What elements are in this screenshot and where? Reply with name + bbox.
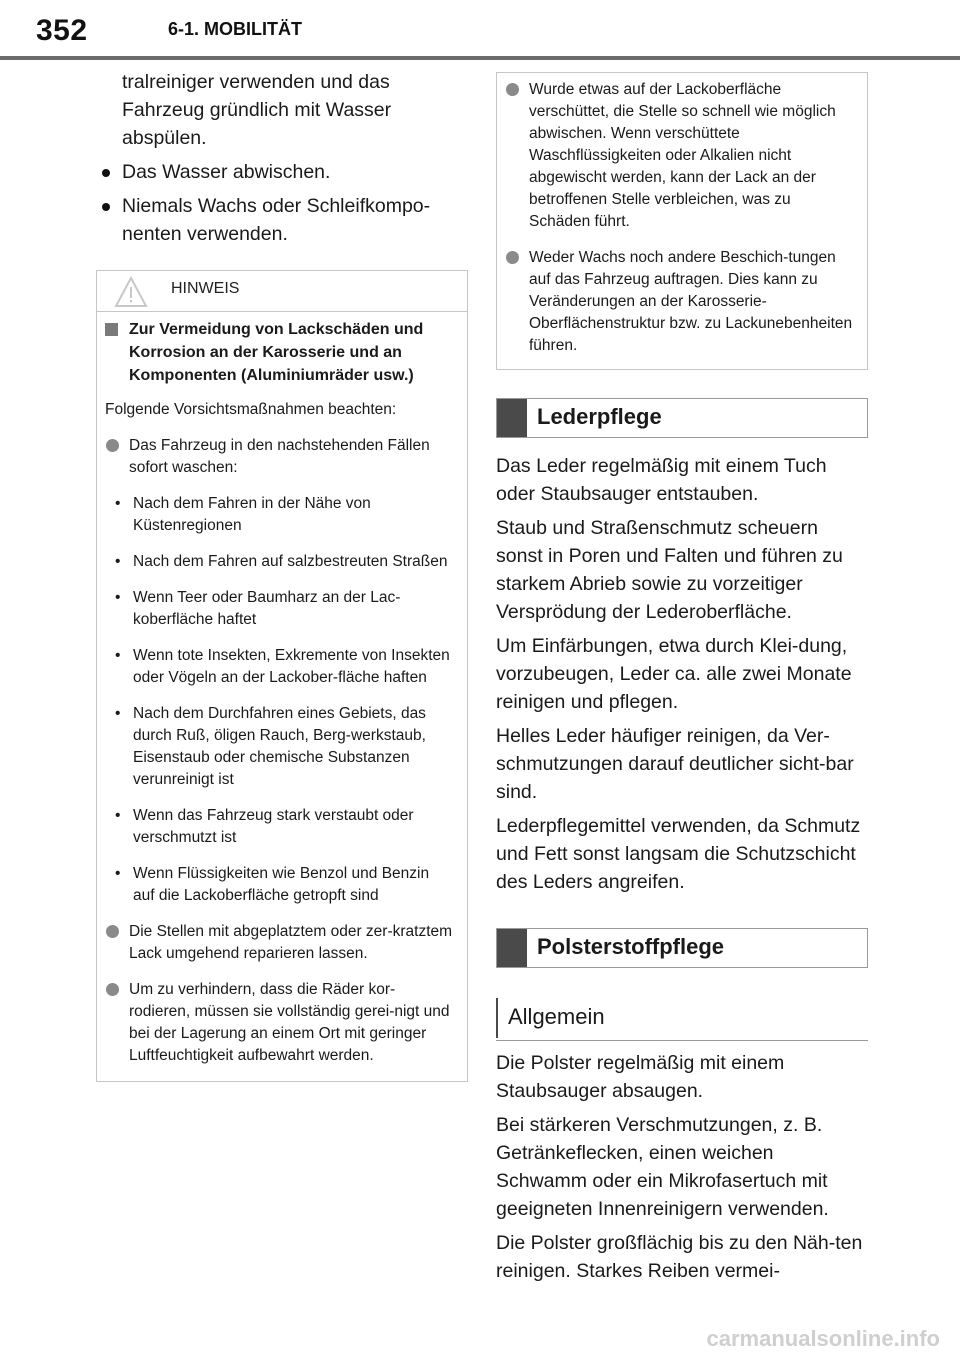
hinweis-continuation-box	[496, 72, 868, 370]
section-label: 6-1. MOBILITÄT	[168, 19, 302, 39]
bullet-dot-icon: •	[115, 589, 121, 606]
note-subitem: • Wenn Teer oder Baumharz an der Lac-koberfläche haftet	[115, 589, 401, 628]
note-heading: Zur Vermeidung von Lackschäden und Korrosion an der Karosserie und an Komponenten (Aluminiumräder usw.)	[105, 318, 453, 387]
bullet-dot-icon: •	[115, 647, 121, 664]
circle-bullet-icon	[506, 251, 519, 264]
note-subitem: • Wenn das Fahrzeug stark verstaubt oder verschmutzt ist	[115, 807, 414, 846]
paragraph: Staub und Straßenschmutz scheuern sonst in Poren und Falten und führen zu starkem Abrieb sowie zu vorzeitiger Versprödung der Lederoberfläche.	[496, 517, 843, 623]
note-item: Um zu verhindern, dass die Räder kor-rodieren, müssen sie vollständig gerei-nigt und bei der Lagerung an einem Ort mit geringer Luftfeuchtigkeit aufbewahrt werden.	[105, 979, 453, 1067]
bullet-dot-icon: •	[115, 807, 121, 824]
note-subitem: • Wenn Flüssigkeiten wie Benzol und Benzin auf die Lackoberfläche getropft sind	[115, 865, 430, 904]
bullet-dot-icon: •	[115, 705, 121, 722]
circle-bullet-icon	[106, 925, 119, 938]
section-bar	[497, 399, 527, 437]
subsection-bar	[496, 998, 498, 1038]
note-item: Das Fahrzeug in den nachstehenden Fällen sofort waschen:	[105, 435, 453, 479]
subsection-title: Allgemein	[508, 1004, 605, 1029]
note-subitem: • Wenn tote Insekten, Exkremente von Insekten oder Vögeln an der Lackober-fläche haften	[115, 647, 450, 686]
paragraph: Die Polster regelmäßig mit einem Staubsauger absaugen.	[496, 1052, 785, 1102]
paragraph: Lederpflegemittel verwenden, da Schmutz und Fett sonst langsam die Schutzschicht des Leders angreifen.	[496, 815, 861, 893]
bullet-dot-icon: •	[115, 495, 121, 512]
bullet-dot-icon	[102, 203, 110, 211]
bullet-item: Niemals Wachs oder Schleifkompo-nenten verwenden.	[96, 192, 468, 248]
section-heading-polsterstoffpflege	[496, 928, 868, 968]
hinweis-title: HINWEIS	[171, 280, 240, 297]
bullet-dot-icon	[102, 169, 110, 177]
circle-bullet-icon	[506, 83, 519, 96]
note-intro: Folgende Vorsichtsmaßnahmen beachten:	[105, 401, 397, 418]
paragraph: Die Polster großflächig bis zu den Näh-ten reinigen. Starkes Reiben vermei-	[496, 1232, 863, 1282]
bullet-dot-icon: •	[115, 553, 121, 570]
hinweis-header	[97, 271, 467, 312]
header-rule	[0, 56, 960, 60]
page-number: 352	[36, 14, 88, 47]
note-subitem: • Nach dem Fahren auf salzbestreuten Straßen	[109, 551, 453, 573]
section-heading-lederpflege	[496, 398, 868, 438]
note-item: Die Stellen mit abgeplatztem oder zer-kratztem Lack umgehend reparieren lassen.	[105, 921, 453, 965]
subsection-heading	[496, 996, 868, 1041]
hinweis-box	[96, 270, 468, 1082]
section-title: Polsterstoffpflege	[537, 934, 725, 959]
note-subitem: • Nach dem Durchfahren eines Gebiets, das durch Ruß, öligen Rauch, Berg-werkstaub, Eisenstaub oder chemische Substanzen verunreinigt ist	[115, 705, 426, 788]
paragraph: Um Einfärbungen, etwa durch Klei-dung, vorzubeugen, Leder ca. alle zwei Monate reinigen und pflegen.	[496, 635, 852, 713]
paragraph: Bei stärkeren Verschmutzungen, z. B. Getränkeflecken, einen weichen Schwamm oder ein Mikrofasertuch mit geeigneten Innenreinigern verwenden.	[496, 1114, 829, 1220]
paragraph: Helles Leder häufiger reinigen, da Ver-schmutzungen darauf deutlicher sicht-bar sind.	[496, 725, 854, 803]
bullet-item: Das Wasser abwischen.	[96, 158, 468, 186]
left-column	[96, 68, 468, 1082]
section-bar	[497, 929, 527, 967]
note-item: Wurde etwas auf der Lackoberfläche verschüttet, die Stelle so schnell wie möglich abwischen. Wenn verschüttete Waschflüssigkeiten oder Alkalien nicht abgewischt werden, kann der Lack an der betroffenen Stelle verbleichen, was zu Schäden führt.	[505, 79, 853, 233]
circle-bullet-icon	[106, 439, 119, 452]
watermark: carmanualsonline.info	[706, 1326, 940, 1351]
note-item: Weder Wachs noch andere Beschich-tungen auf das Fahrzeug auftragen. Dies kann zu Veränderungen an der Karosserie-Oberflächenstruktur bzw. zu Lackunebenheiten führen.	[505, 247, 853, 357]
continuation-text: tralreiniger verwenden und das Fahrzeug gründlich mit Wasser abspülen.	[122, 71, 392, 149]
bullet-dot-icon: •	[115, 865, 121, 882]
right-column	[496, 72, 868, 1285]
paragraph: Das Leder regelmäßig mit einem Tuch oder Staubsauger entstauben.	[496, 455, 827, 505]
warning-triangle-icon	[113, 275, 149, 309]
page-header	[0, 0, 960, 60]
circle-bullet-icon	[106, 983, 119, 996]
square-bullet-icon	[105, 323, 118, 336]
section-title: Lederpflege	[537, 404, 662, 429]
note-subitem: • Nach dem Fahren in der Nähe von Küstenregionen	[115, 495, 371, 534]
